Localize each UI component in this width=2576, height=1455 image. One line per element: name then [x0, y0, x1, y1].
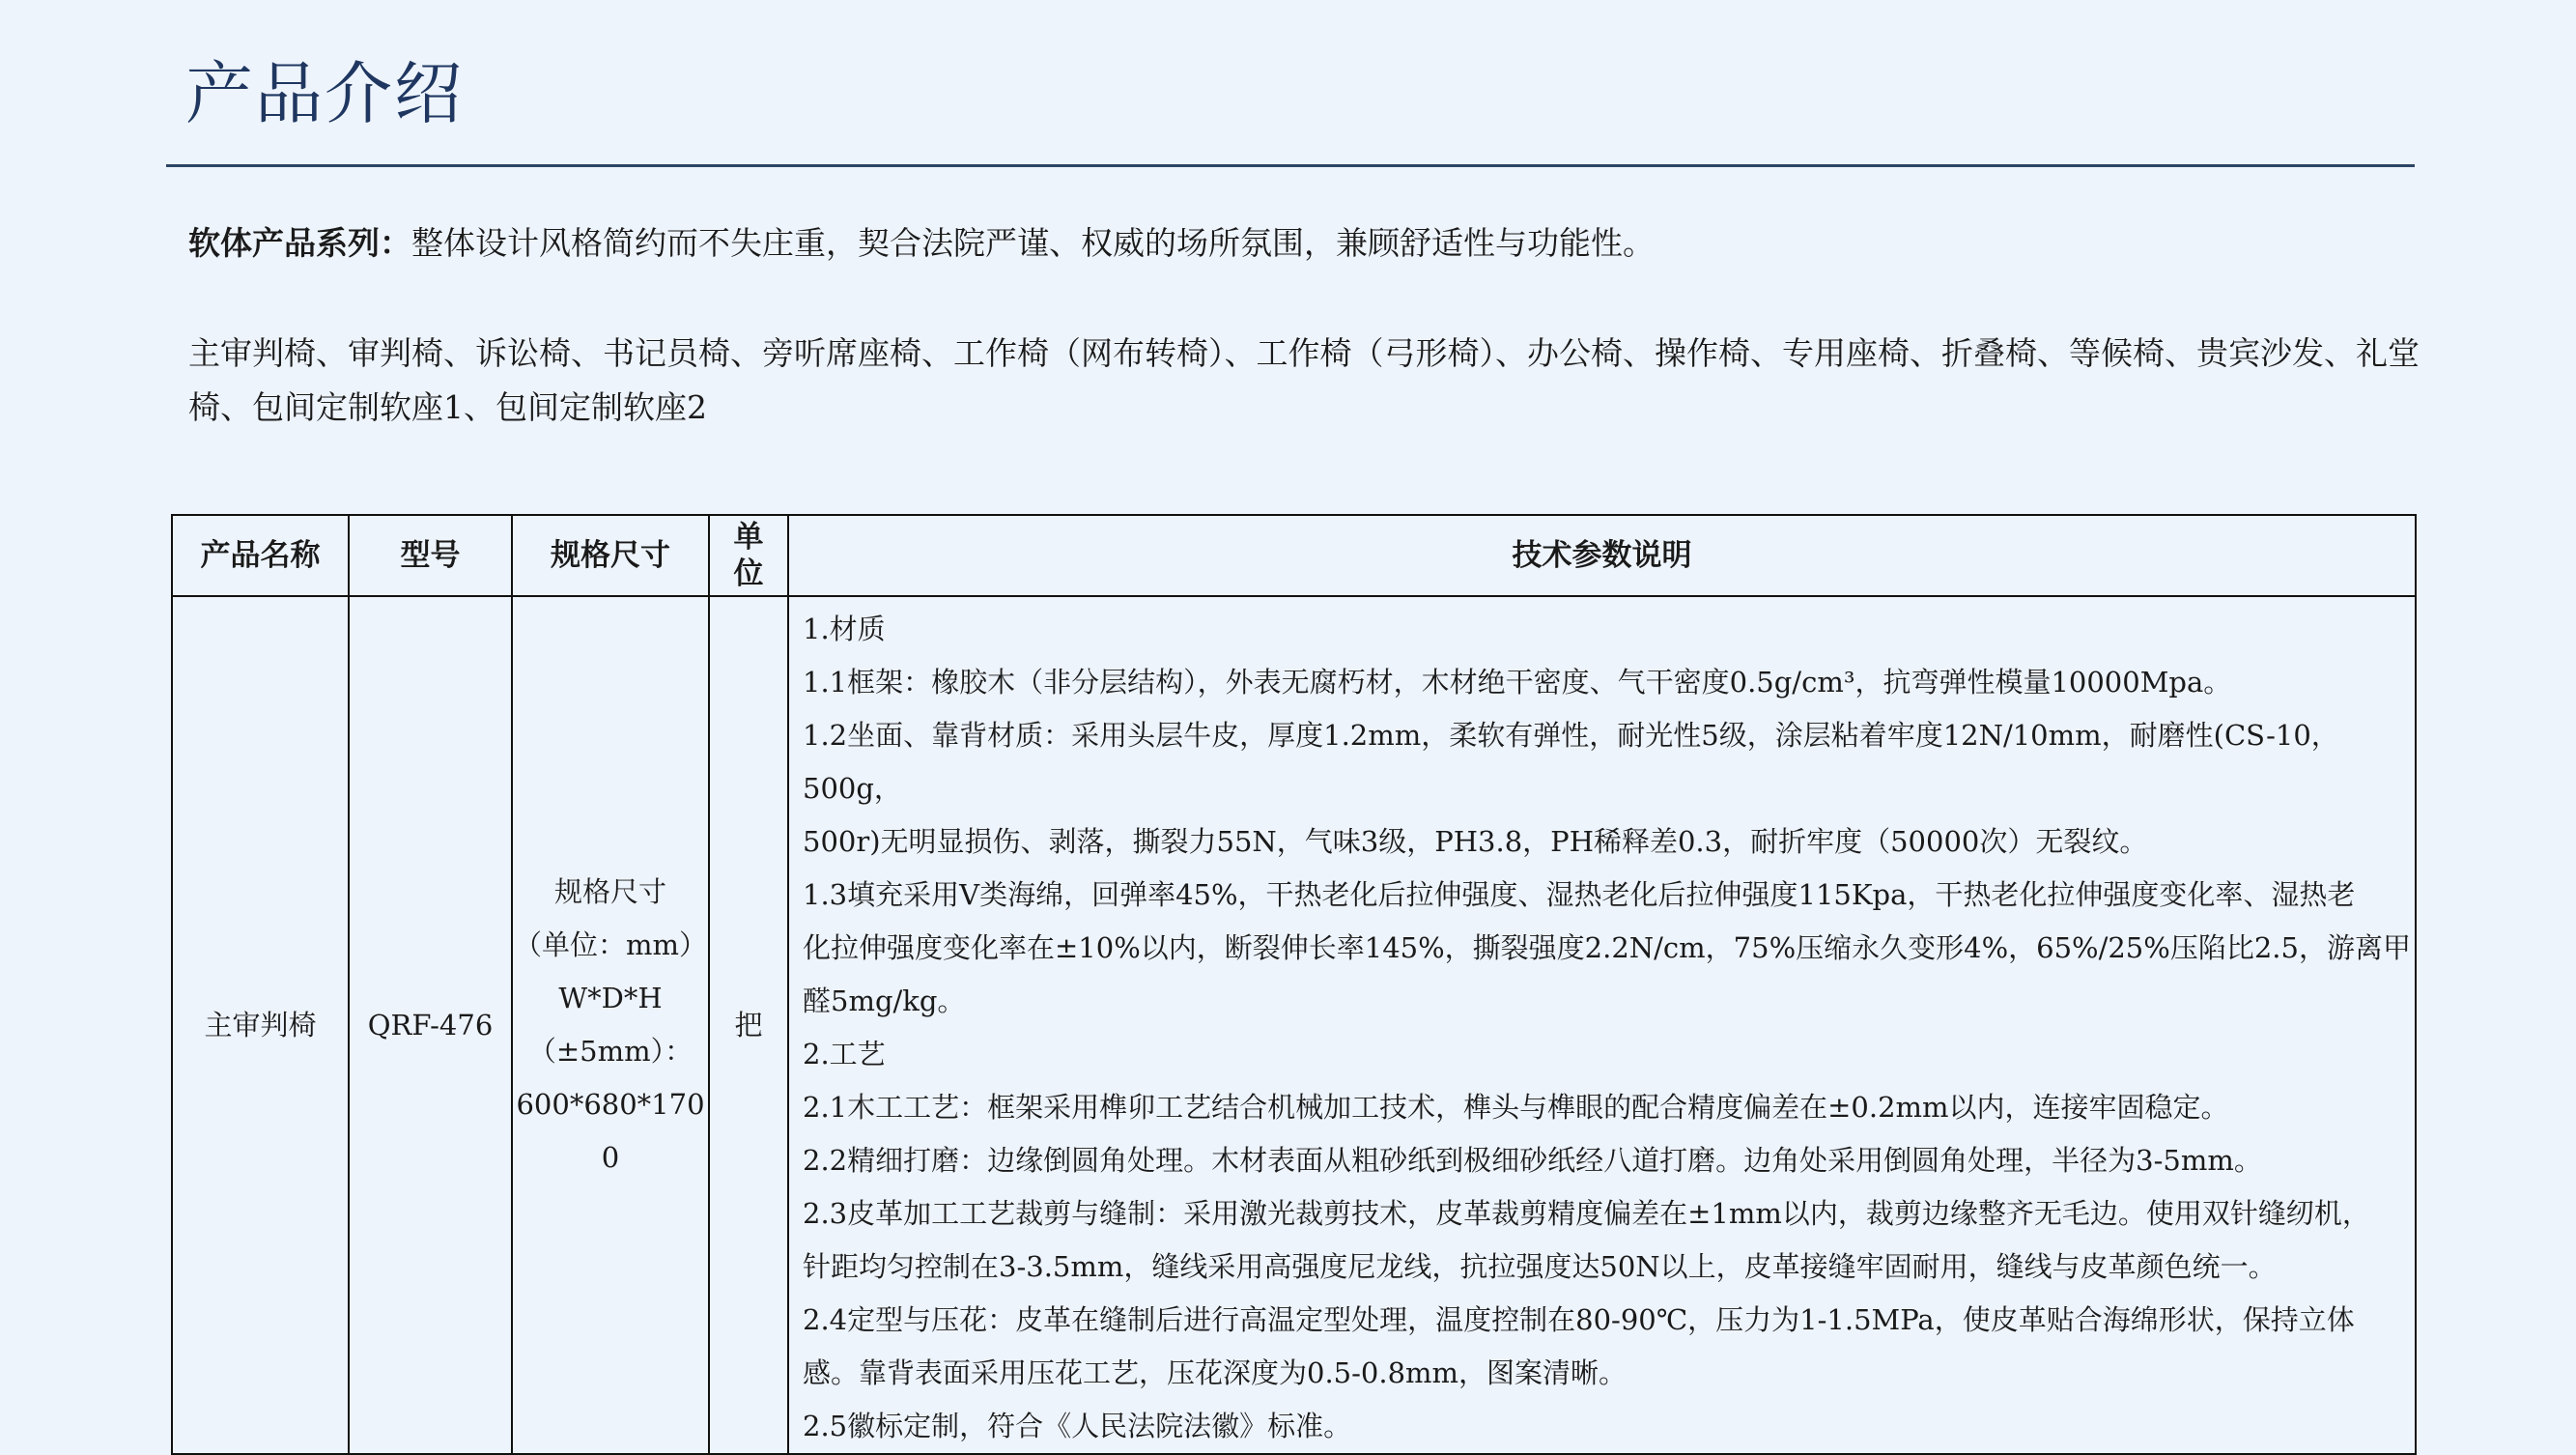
- tech-line: 2.5徽标定制，符合《人民法院法徽》标准。: [803, 1410, 1352, 1442]
- column-header-name: 产品名称: [172, 515, 349, 596]
- cell-tech-params: [788, 596, 2416, 1454]
- size-line: （±5mm）：: [527, 1035, 694, 1068]
- size-line: 0: [601, 1141, 620, 1174]
- size-line: （单位：mm）: [514, 928, 707, 961]
- tech-line: 1.1框架：橡胶木（非分层结构），外表无腐朽材，木材绝干密度、气干密度0.5g/cm³，抗弯弹性模量10000Mpa。: [803, 666, 2232, 699]
- tech-line: 2.1木工工艺：框架采用榫卯工艺结合机械加工技术，榫头与榫眼的配合精度偏差在±0.2mm以内，连接牢固稳定。: [803, 1091, 2229, 1124]
- size-line: W*D*H: [558, 982, 663, 1014]
- tech-line: 2.4定型与压花：皮革在缝制后进行高温定型处理，温度控制在80-90℃，压力为1-1.5MPa，使皮革贴合海绵形状，保持立体: [803, 1303, 2355, 1336]
- tech-line: 500r)无明显损伤、剥落，撕裂力55N，气味3级，PH3.8，PH稀释差0.3，耐折牢度（50000次）无裂纹。: [803, 825, 2148, 858]
- cell-product-name: 主审判椅: [172, 596, 349, 1454]
- tech-line: 醛5mg/kg。: [803, 984, 966, 1017]
- table-header-row: [172, 515, 2416, 596]
- tech-line: 2.2精细打磨：边缘倒圆角处理。木材表面从粗砂纸到极细砂纸经八道打磨。边角处采用倒圆角处理，半径为3-5mm。: [803, 1144, 2262, 1177]
- tech-line: 2.工艺: [803, 1038, 886, 1070]
- column-header-model: 型号: [349, 515, 512, 596]
- tech-line: 化拉伸强度变化率在±10%以内，断裂伸长率145%，撕裂强度2.2N/cm，75%压缩永久变形4%，65%/25%压陷比2.5，游离甲: [803, 931, 2411, 964]
- column-header-unit: [709, 515, 788, 596]
- tech-line: 2.3皮革加工工艺裁剪与缝制：采用激光裁剪技术，皮革裁剪精度偏差在±1mm以内，裁剪边缘整齐无毛边。使用双针缝纫机，: [803, 1197, 2370, 1230]
- tech-line: 1.3填充采用V类海绵，回弹率45%，干热老化后拉伸强度、湿热老化后拉伸强度115Kpa，干热老化拉伸强度变化率、湿热老: [803, 878, 2356, 911]
- tech-line: 针距均匀控制在3-3.5mm，缝线采用高强度尼龙线，抗拉强度达50N以上，皮革接缝牢固耐用，缝线与皮革颜色统一。: [803, 1250, 2277, 1283]
- size-line: 规格尺寸: [553, 875, 666, 908]
- size-line: 600*680*170: [516, 1088, 705, 1121]
- tech-line: 1.2坐面、靠背材质：采用头层牛皮，厚度1.2mm，柔软有弹性，耐光性5级，涂层粘着牢度12N/10mm，耐磨性(CS-10，500g，: [803, 719, 2339, 805]
- table-row: [172, 596, 2416, 1454]
- unit-header-text: 单位: [733, 520, 764, 591]
- title-divider: [166, 164, 2415, 167]
- column-header-size: 规格尺寸: [512, 515, 709, 596]
- page-title: 产品介绍: [185, 54, 464, 133]
- tech-line: 感。靠背表面采用压花工艺，压花深度为0.5-0.8mm，图案清晰。: [803, 1356, 1628, 1389]
- series-intro-text: 整体设计风格简约而不失庄重，契合法院严谨、权威的场所氛围，兼顾舒适性与功能性。: [411, 224, 1655, 262]
- cell-model: QRF-476: [349, 596, 512, 1454]
- product-list: 主审判椅、审判椅、诉讼椅、书记员椅、旁听席座椅、工作椅（网布转椅）、工作椅（弓形椅）、办公椅、操作椅、专用座椅、折叠椅、等候椅、贵宾沙发、礼堂椅、包间定制软座1、包间定制软座2: [188, 334, 2420, 426]
- tech-line: 1.材质: [803, 613, 886, 645]
- product-spec-table: [171, 514, 2417, 1455]
- cell-size: [512, 596, 709, 1454]
- column-header-tech: 技术参数说明: [788, 515, 2416, 596]
- series-intro-lead: 软体产品系列：: [188, 224, 411, 262]
- series-intro: [188, 218, 2410, 269]
- cell-unit: 把: [709, 596, 788, 1454]
